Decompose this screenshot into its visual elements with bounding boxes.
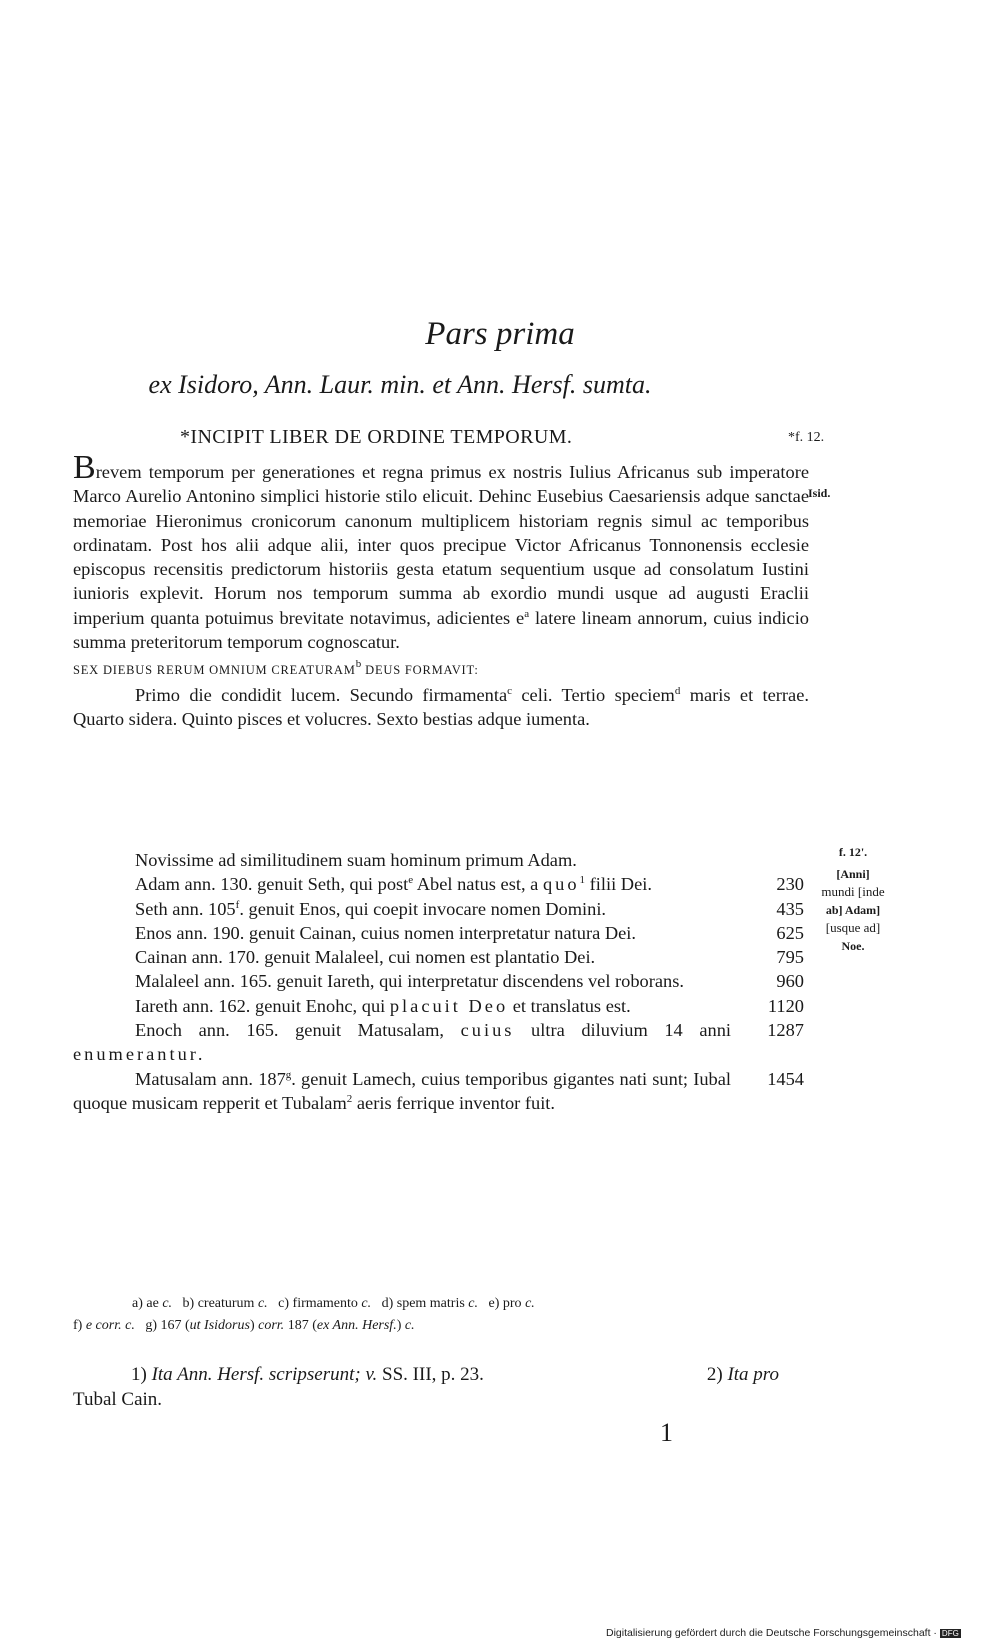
list-item: Enoch ann. 165. genuit Matusalam, cuius ultra diluvium 14 anni enumerantur. 1287 — [73, 1020, 804, 1065]
creation-text: Primo die condidit lucem. Secundo firmamenta$^c$ celi. Tertio speciem$^d$ maris et terrae. Quarto sidera. Quinto pisces et volucres. Sexto bestias adque iumenta. — [73, 684, 809, 729]
page-number: 1 — [660, 1418, 673, 1447]
footnotes: 1) Ita Ann. Hersf. scripserunt; v. SS. III, p. 23. 2) Ita pro Tubal Cain. — [73, 1364, 779, 1410]
list-item: Adam ann. 130. genuit Seth, qui post$^e$ Abel natus est, a quo$^1$ filii Dei. 230 — [73, 872, 809, 896]
year-number: 1454 — [767, 1068, 804, 1089]
folio-reference: *f. 12. — [788, 430, 825, 445]
list-item: Malaleel ann. 165. genuit Iareth, qui interpretatur discendens vel roborans. 960 — [73, 969, 809, 993]
year-number: 960 — [776, 971, 804, 992]
intro-paragraph — [73, 449, 809, 731]
list-item: Iareth ann. 162. genuit Enohc, qui placuit Deo et translatus est. 1120 — [73, 994, 809, 1018]
list-item: Enos ann. 190. genuit Cainan, cuius nomen interpretatur natura Dei. 625 — [73, 921, 809, 945]
footer-credit: Digitalisierung gefördert durch die Deutsche Forschungsgemeinschaft · DFG — [606, 1627, 959, 1639]
critical-apparatus: a) ae c. b) creaturum c. c) firmamento c. d) spem matris c. e) pro c. f) e corr. c. g) 167 (ut Isidorus) corr. 187 (ex Ann. Hersf.) c. — [73, 1296, 535, 1333]
footnote-mark-a: a — [524, 607, 530, 620]
intro-text-1: revem temporum per generationes et regna primus ex nostris Iulius Africanus sub imperatore Marco Aurelio Antonino simplici historie stilo elicuit. Dehinc Eusebius Caesariensis adque sanctae memoriae Hieronimus cronicorum canonum multiplicem historiam regnis simul ac temporibus ordinatam. Post hos alii adque alii, inter quos precipue Victor Africanus Tonnonensis ecclesie episcopus recensitis predictorum historiis gesta etatum sequentium usque ad consolatum Iustini iunioris explevit. Horum nos temporum summa ab exordio mundi usque ad augusti Eraclii imperium quanta potuimus brevitate notavimus, adicientes e — [73, 462, 809, 628]
year-number: 230 — [776, 874, 804, 895]
genealogy-list — [73, 848, 809, 1115]
drop-initial: B — [73, 449, 96, 486]
page-subtitle: ex Isidoro, Ann. Laur. min. et Ann. Hersf. sumta. — [148, 370, 652, 399]
margin-note: f. 12'. [Anni] mundi [inde ab] Adam] [usque ad] Noe. — [821, 845, 885, 953]
year-number: 1287 — [767, 1020, 804, 1041]
list-item: Matusalam ann. 187$^g$. genuit Lamech, cuius temporibus gigantes nati sunt; Iubal quoque musicam repperit et Tubalam$^2$ aeris ferrique inventor fuit. 1454 — [73, 1068, 804, 1113]
incipit-heading: *INCIPIT LIBER DE ORDINE TEMPORUM. — [180, 426, 573, 448]
intro-text-2: latere lineam annorum, cuius indicio summa preteritorum temporum cognoscatur. — [73, 607, 809, 653]
list-item: Seth ann. 105$^f$. genuit Enos, qui coepit invocare nomen Domini. 435 — [73, 897, 809, 921]
year-number: 625 — [776, 922, 804, 943]
year-number: 795 — [776, 947, 804, 968]
page-title: Pars prima — [425, 316, 575, 352]
dfg-logo-icon: DFG — [941, 1629, 959, 1638]
list-item: Cainan ann. 170. genuit Malaleel, cui nomen est plantatio Dei. 795 — [73, 945, 809, 969]
year-number: 435 — [776, 898, 804, 919]
list-item: Novissime ad similitudinem suam hominum primum Adam. — [135, 850, 577, 870]
year-number: 1120 — [767, 995, 804, 1016]
creation-heading: SEX DIEBUS RERUM OMNIUM CREATURAM$^b$ DEUS FORMAVIT: — [73, 658, 479, 678]
margin-source-isid: Isid. — [808, 486, 831, 500]
